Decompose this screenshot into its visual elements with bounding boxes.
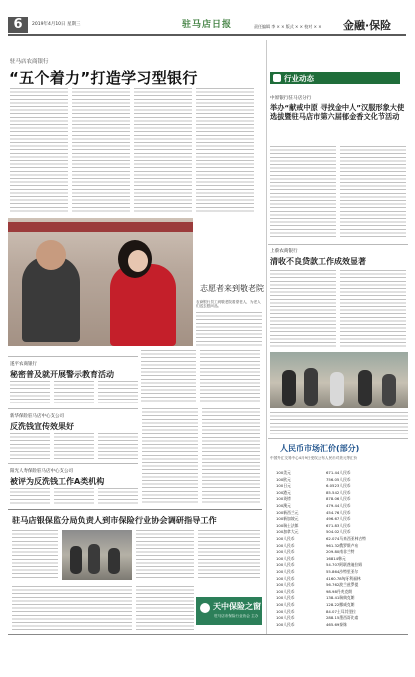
rate-unit: 100人民币 [276, 595, 295, 601]
rate-value: 62.074马来西亚林吉特 [326, 536, 366, 541]
rate-unit: 100人民币 [276, 555, 295, 561]
rate-value: 55.864沙特里亚尔 [326, 569, 359, 574]
rate-value: 878.06人民币 [326, 496, 351, 502]
volunteer-figure [110, 264, 176, 346]
rate-row [276, 549, 402, 556]
rate-unit: 100人民币 [276, 621, 295, 627]
rate-row [276, 529, 402, 536]
rate-row [276, 615, 402, 622]
rate-value: 756.05人民币 [326, 476, 351, 482]
rate-value: 6.0523人民币 [326, 483, 351, 489]
story-3-kicker: 阳光人寿保险驻马店中心支公司 [10, 469, 73, 474]
rate-unit: 100新西兰元 [276, 509, 299, 515]
story-1-headline: 秘密普及就开展警示教育活动 [10, 370, 114, 379]
rate-unit: 100加拿大元 [276, 529, 299, 535]
rate-value: 85.542人民币 [326, 489, 351, 495]
rate-unit: 100人民币 [276, 569, 295, 574]
rate-row [276, 470, 402, 477]
banner-icon [200, 603, 210, 613]
rate-value: 961.32俄罗斯卢布 [326, 542, 359, 548]
right-s2-kicker: 上蔡农商银行 [270, 249, 298, 254]
meeting-photo [62, 530, 132, 580]
right-s1-kicker: 中原银行驻马店分行 [270, 96, 312, 101]
rate-value: 288.15墨西哥比索 [326, 615, 359, 621]
rate-row [276, 543, 402, 550]
rate-unit: 100人民币 [276, 575, 295, 581]
rate-value: 504.02人民币 [326, 529, 351, 535]
section-title: 金融·保险 [343, 19, 392, 32]
rate-row [276, 622, 402, 629]
date-line: 2019年4月10日 星期三 [32, 22, 81, 27]
rate-unit: 100人民币 [276, 582, 295, 588]
rate-value: 479.44人民币 [326, 503, 351, 508]
rate-value: 4160.78匈牙利福林 [326, 575, 361, 581]
photo-caption-title: 志愿者来到敬老院 [200, 284, 264, 293]
rate-value: 671.44人民币 [326, 470, 351, 475]
rate-value: 56.762波兰兹罗提 [326, 582, 359, 588]
rate-value: 209.80南非兰特 [326, 549, 355, 555]
rate-unit: 100人民币 [276, 608, 295, 614]
editor-line: 责任编辑 李 × × 版式 × × 校对 × × [254, 24, 322, 29]
rate-unit: 100日元 [276, 483, 291, 489]
rate-row [276, 477, 402, 484]
banner-in-photo [8, 222, 193, 232]
rate-unit: 100人民币 [276, 536, 295, 541]
rate-unit: 100人民币 [276, 615, 295, 621]
right-s1-headline: 举办“献戒中原 寻找金中人”汉服形象大使选拔暨驻马店市第六届郁金香文化节活动 [270, 103, 405, 121]
rate-value: 496.67人民币 [326, 516, 351, 522]
rate-value: 128.22挪威克朗 [326, 602, 355, 607]
rate-value: 54.707阿联酋迪拉姆 [326, 562, 363, 568]
rate-unit: 100澳元 [276, 503, 291, 508]
rate-unit: 100人民币 [276, 602, 295, 607]
rate-row [276, 589, 402, 596]
rate-unit: 100人民币 [276, 562, 295, 568]
rate-row [276, 483, 402, 490]
rate-value: 465.69泰铢 [326, 621, 347, 627]
rate-unit: 100人民币 [276, 549, 295, 555]
story-2-headline: 反洗钱宣传效果好 [10, 422, 74, 431]
rate-value: 671.83人民币 [326, 522, 351, 528]
rates-title: 人民币市场汇价(部分) [280, 444, 360, 453]
bank-staff-photo [270, 352, 408, 408]
banner-sub: 驻马店市保险行业协会 主办 [214, 614, 259, 618]
rate-unit: 100美元 [276, 470, 291, 475]
rate-row [276, 609, 402, 616]
rate-unit: 100人民币 [276, 542, 295, 548]
rate-row [276, 582, 402, 589]
rate-unit: 100新加坡元 [276, 516, 299, 522]
rate-unit: 100英镑 [276, 496, 291, 502]
rate-unit: 100欧元 [276, 476, 291, 482]
story-3-headline: 被评为反洗钱工作A类机构 [10, 477, 105, 486]
page-number: 6 [8, 17, 28, 33]
lead-kicker: 驻马店农商银行 [10, 59, 49, 65]
rate-value: 454.76人民币 [326, 509, 351, 515]
rate-row [276, 536, 402, 543]
rate-unit: 100人民币 [276, 588, 295, 594]
rate-unit: 100港元 [276, 489, 291, 495]
lead-photo [8, 218, 193, 346]
rate-row [276, 496, 402, 503]
rate-row [276, 569, 402, 576]
right-s2-headline: 清收不良贷款工作成效显著 [270, 257, 366, 266]
masthead: 驻马店日报 [182, 20, 233, 30]
rate-row [276, 503, 402, 510]
rates-note: 中国外汇交易中心4月9日受权公布人民币对美元等汇价 [270, 456, 358, 460]
rate-row [276, 523, 402, 530]
rate-row [276, 576, 402, 583]
elderly-man-head [36, 240, 66, 270]
section-label: 行业动态 [284, 74, 314, 83]
section-label-icon [273, 74, 281, 82]
story-4-headline: 驻马店银保监分局负责人到市保险行业协会调研指导工作 [12, 515, 217, 525]
rate-row [276, 510, 402, 517]
rates-table [276, 470, 402, 630]
lead-headline: “五个着力”打造学习型银行 [9, 69, 198, 87]
rate-row [276, 562, 402, 569]
rate-row [276, 490, 402, 497]
rate-row [276, 556, 402, 563]
rate-value: 98.98丹麦克朗 [326, 588, 353, 594]
story-1-kicker: 遂平农商银行 [10, 362, 37, 367]
rate-value: 138.41瑞典克朗 [326, 595, 355, 601]
photo-caption-note: 农商银行员工到敬老院看望老人，为老人们送去慰问品。 [196, 300, 261, 309]
rate-unit: 100瑞士法郎 [276, 522, 299, 528]
story-2-kicker: 新华保险驻马店中心支公司 [10, 414, 64, 419]
rate-row [276, 602, 402, 609]
rate-value: 16814韩元 [326, 555, 346, 561]
volunteer-face [128, 250, 148, 272]
banner-text: 天中保险之窗 [213, 602, 261, 611]
rate-row [276, 516, 402, 523]
rate-row [276, 595, 402, 602]
rate-value: 84.07土耳其里拉 [326, 608, 356, 614]
